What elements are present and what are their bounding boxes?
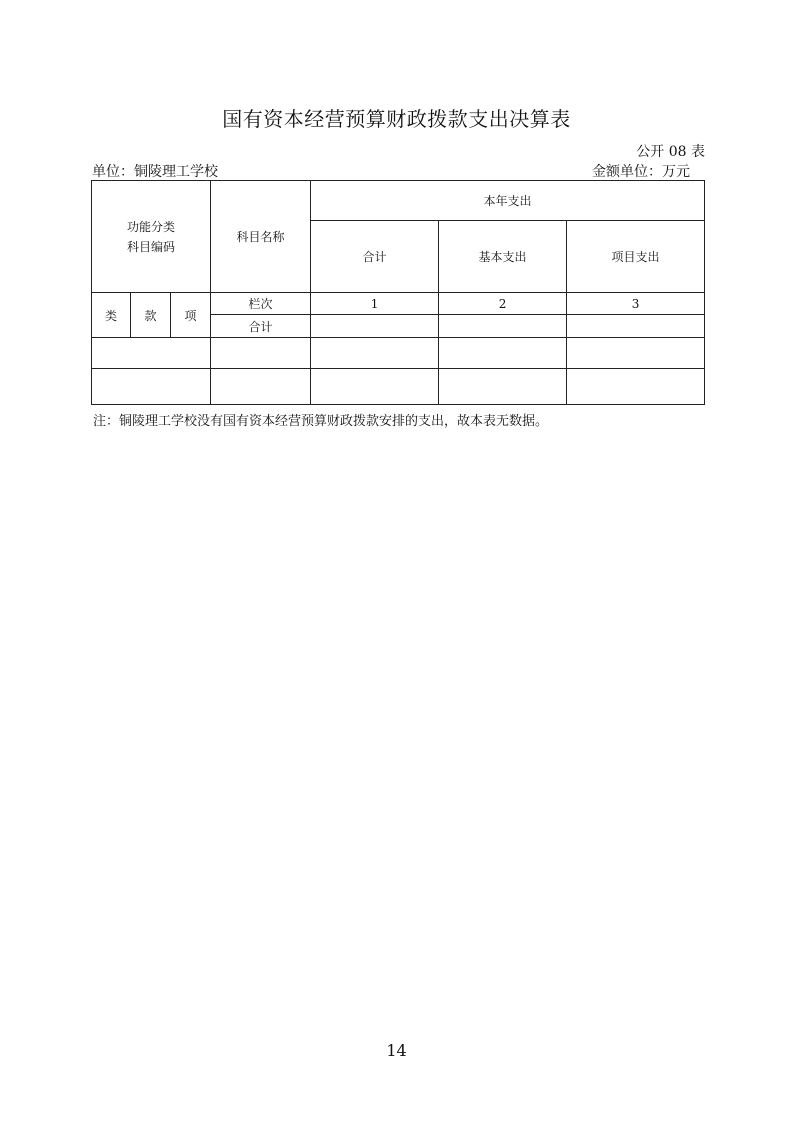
amount-unit-label: 金额单位：万元 <box>592 164 690 180</box>
total-header: 合计 <box>311 221 439 293</box>
sum-row-label: 合计 <box>211 315 311 338</box>
project-expense-header: 项目支出 <box>567 221 705 293</box>
header-row-1 <box>92 181 705 221</box>
column-number-2: 2 <box>439 293 567 315</box>
subject-name-header: 科目名称 <box>211 181 311 293</box>
unit-label: 单位：铜陵理工学校 <box>92 164 218 180</box>
table-row <box>92 369 705 405</box>
current-year-expense-header: 本年支出 <box>311 181 705 221</box>
basic-cell <box>439 338 567 369</box>
sum-basic-cell <box>439 315 567 338</box>
func-class-header <box>92 181 211 293</box>
sum-total-cell <box>311 315 439 338</box>
sum-project-cell <box>567 315 705 338</box>
subject-cell <box>211 369 311 405</box>
column-number-row <box>92 293 705 315</box>
section-header: 款 <box>131 293 171 338</box>
total-cell <box>311 369 439 405</box>
table-note: 注：铜陵理工学校没有国有资本经营预算财政拨款安排的支出，故本表无数据。 <box>93 414 549 429</box>
code-cell <box>92 338 211 369</box>
page-number: 14 <box>386 1041 407 1060</box>
code-cell <box>92 369 211 405</box>
total-cell <box>311 338 439 369</box>
table-row <box>92 338 705 369</box>
project-cell <box>567 338 705 369</box>
page-title: 国有资本经营预算财政拨款支出决算表 <box>222 107 571 131</box>
budget-table <box>91 180 705 405</box>
project-cell <box>567 369 705 405</box>
form-number: 公开 08 表 <box>636 144 705 160</box>
column-number-label: 栏次 <box>211 293 311 315</box>
basic-cell <box>439 369 567 405</box>
item-header: 项 <box>171 293 211 338</box>
func-class-label: 功能分类 <box>127 219 176 234</box>
column-number-1: 1 <box>311 293 439 315</box>
basic-expense-header: 基本支出 <box>439 221 567 293</box>
column-number-3: 3 <box>567 293 705 315</box>
subject-cell <box>211 338 311 369</box>
subject-code-label: 科目编码 <box>127 239 176 254</box>
category-header: 类 <box>92 293 131 338</box>
